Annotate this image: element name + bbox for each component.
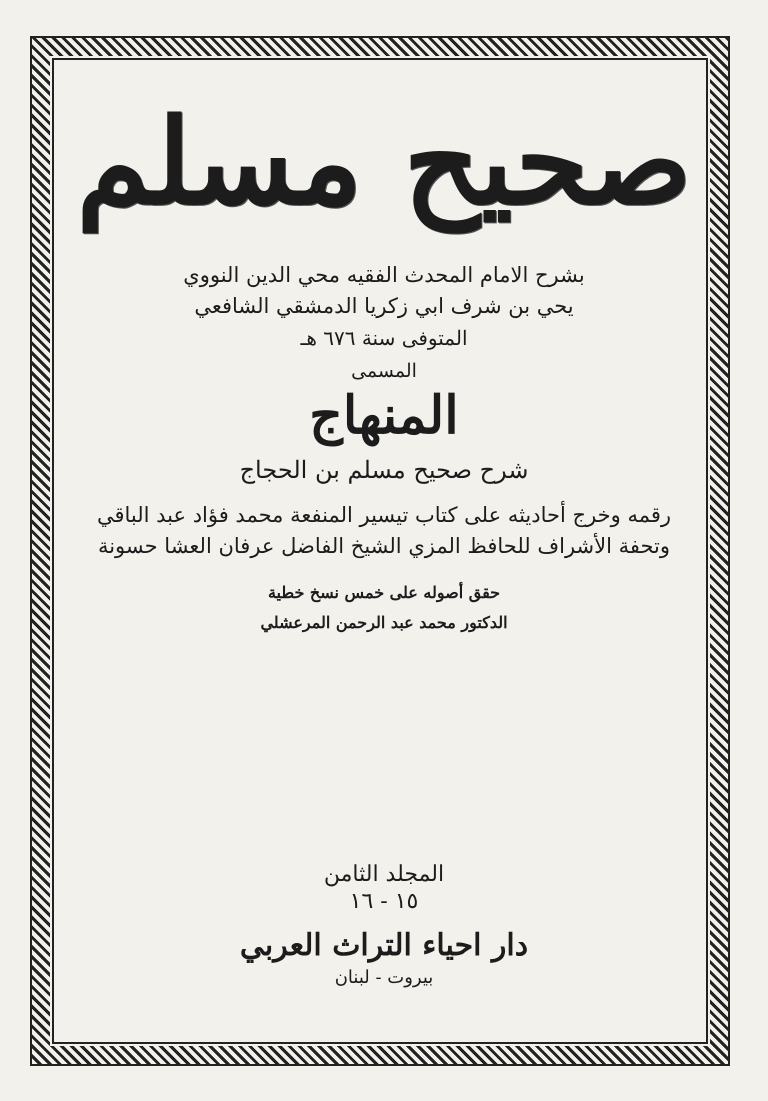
death-year-line: المتوفى سنة ٦٧٦ هـ — [300, 325, 468, 350]
cover-text-block — [60, 92, 708, 635]
editor-name: الدكتور محمد عبد الرحمن المرعشلي — [260, 612, 508, 632]
commentary-author-line: بشرح الامام المحدث الفقيه محي الدين النووي — [183, 262, 585, 287]
author-name-line: يحي بن شرف ابي زكريا الدمشقي الشافعي — [194, 294, 574, 319]
numbering-credit-line-2: وتحفة الأشراف للحافظ المزي الشيخ الفاضل عرفان العشا حسونة — [97, 534, 671, 559]
publisher-name: دار احياء التراث العربي — [239, 928, 529, 963]
volume-label: المجلد الثامن — [323, 862, 445, 887]
numbering-credit-line-1: رقمه وخرج أحاديثه على كتاب تيسير المنفعة محمد فؤاد عبد الباقي — [96, 502, 672, 527]
book-title: صحيح مسلم — [76, 92, 692, 231]
commentary-subtitle: شرح صحيح مسلم بن الحجاج — [239, 455, 529, 484]
publisher-city: بيروت - لبنان — [334, 967, 434, 988]
commentary-title: المنهاج — [309, 385, 459, 447]
verification-line: حقق أصوله على خمس نسخ خطية — [267, 582, 501, 602]
parts-range: ١٥ - ١٦ — [349, 889, 419, 914]
named-label: المسمى — [351, 359, 417, 382]
volume-block — [60, 862, 708, 988]
